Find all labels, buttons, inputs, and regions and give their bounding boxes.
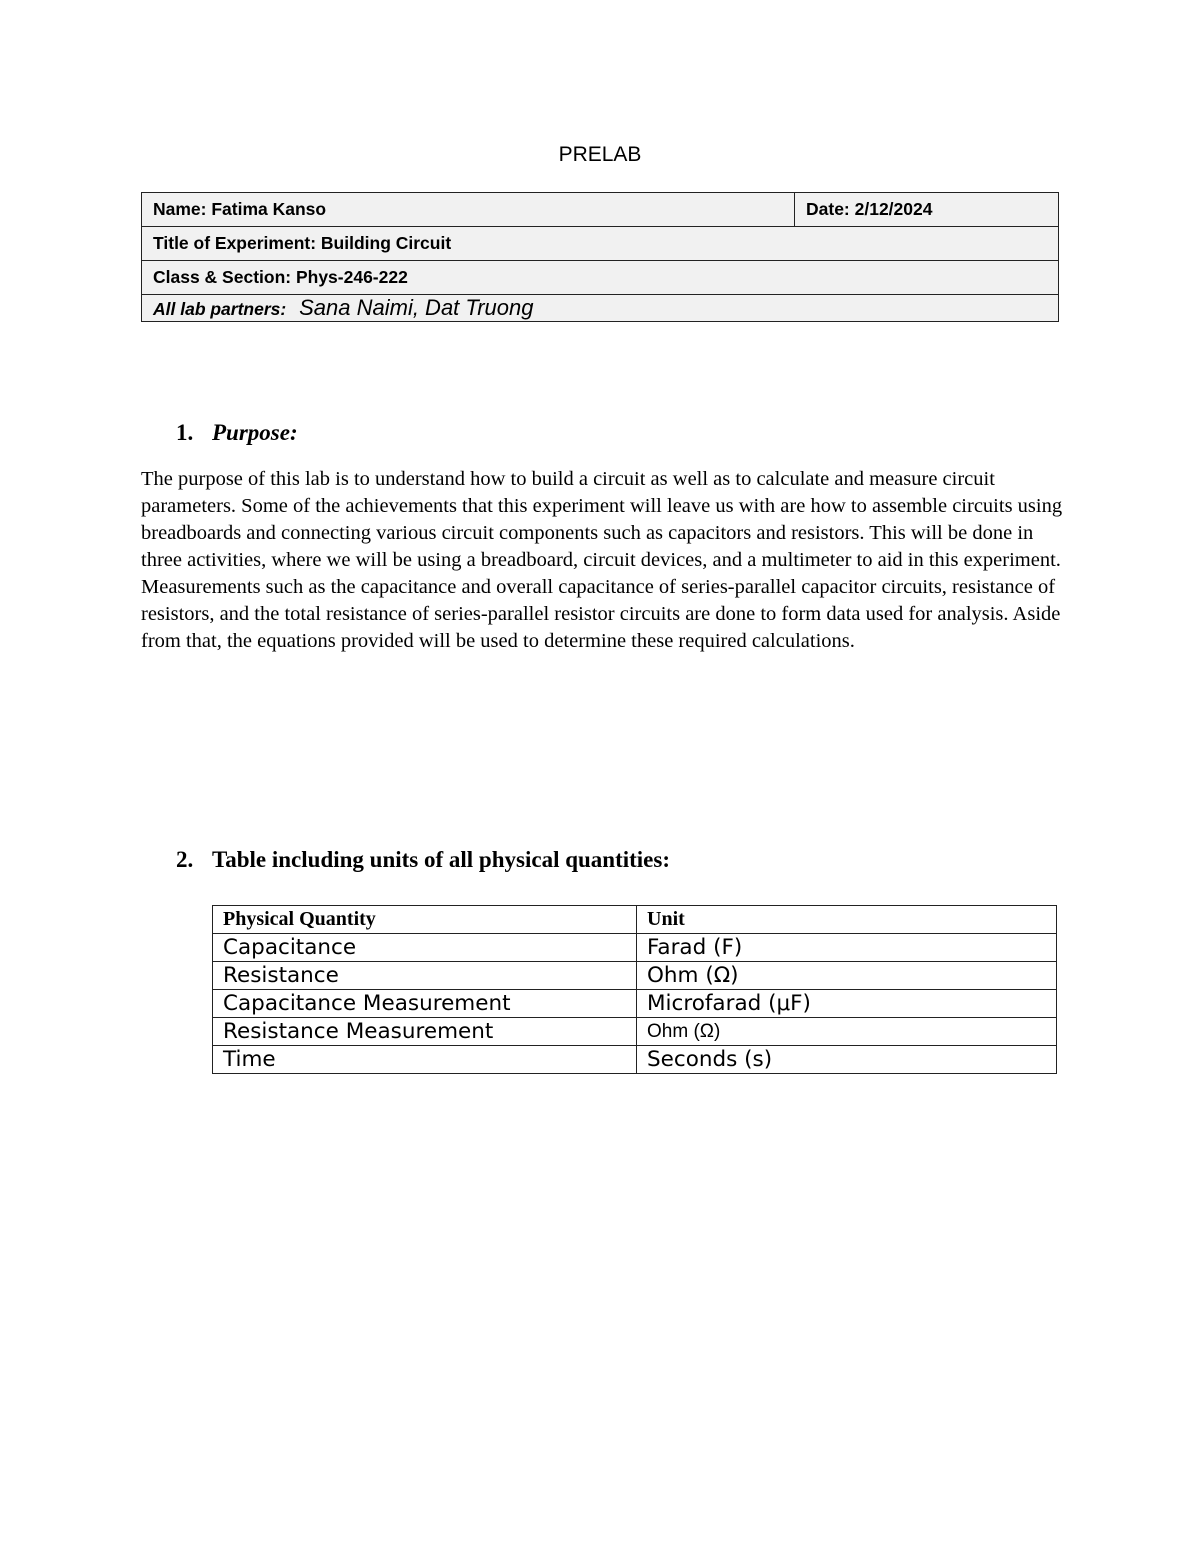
purpose-paragraph: The purpose of this lab is to understand how to build a circuit as well as to calculate and measure circuit parameters. Some of the achievements that this experiment will leave us with are how to assemble circuits using breadboards and connecting various circuit components such as capacitors and resistors. This will be done in three activities, where we will be using a breadboard, circuit devices, and a multimeter to aid in this experiment. Measurements such as the capacitance and overall capacitance of series-parallel capacitor circuits, resistance of resistors, and the total resistance of series-parallel resistor circuits are done to form data used for analysis. Aside from that, the equations provided will be used to determine these required calculations.	[141, 468, 1063, 652]
lab-partners-cell	[142, 295, 1059, 322]
experiment-title: Title of Experiment: Building Circuit	[142, 227, 1059, 261]
quantity-cell: Capacitance Measurement	[213, 990, 637, 1018]
table-row	[213, 990, 1057, 1018]
units-section-number: 2.	[176, 847, 194, 872]
quantity-cell: Capacitance	[213, 934, 637, 962]
class-section: Class & Section: Phys-246-222	[142, 261, 1059, 295]
unit-cell: Microfarad (μF)	[637, 990, 1057, 1018]
purpose-heading-text: Purpose:	[212, 420, 298, 445]
purpose-heading	[176, 420, 298, 446]
table-row	[213, 962, 1057, 990]
unit-cell: Seconds (s)	[637, 1046, 1057, 1074]
quantity-cell: Resistance Measurement	[213, 1018, 637, 1046]
unit-cell: Farad (F)	[637, 934, 1057, 962]
lab-info-table	[141, 192, 1059, 322]
table-row	[213, 1018, 1057, 1046]
units-table	[212, 905, 1057, 1074]
table-row	[213, 1046, 1057, 1074]
column-header-quantity: Physical Quantity	[213, 906, 637, 934]
quantity-cell: Resistance	[213, 962, 637, 990]
quantity-cell: Time	[213, 1046, 637, 1074]
page-title: PRELAB	[558, 143, 642, 166]
units-heading-text: Table including units of all physical quantities:	[212, 847, 671, 872]
unit-cell: Ohm (Ω)	[637, 1018, 1057, 1046]
unit-cell: Ohm (Ω)	[637, 962, 1057, 990]
lab-partners-label: All lab partners:	[153, 299, 287, 319]
lab-partners-value: Sana Naimi, Dat Truong	[299, 295, 534, 320]
lab-date: Date: 2/12/2024	[795, 193, 1059, 227]
purpose-number: 1.	[176, 420, 194, 445]
units-table-header	[213, 906, 1057, 934]
units-table-heading	[176, 847, 670, 873]
student-name: Name: Fatima Kanso	[142, 193, 795, 227]
column-header-unit: Unit	[637, 906, 1057, 934]
table-row	[213, 934, 1057, 962]
